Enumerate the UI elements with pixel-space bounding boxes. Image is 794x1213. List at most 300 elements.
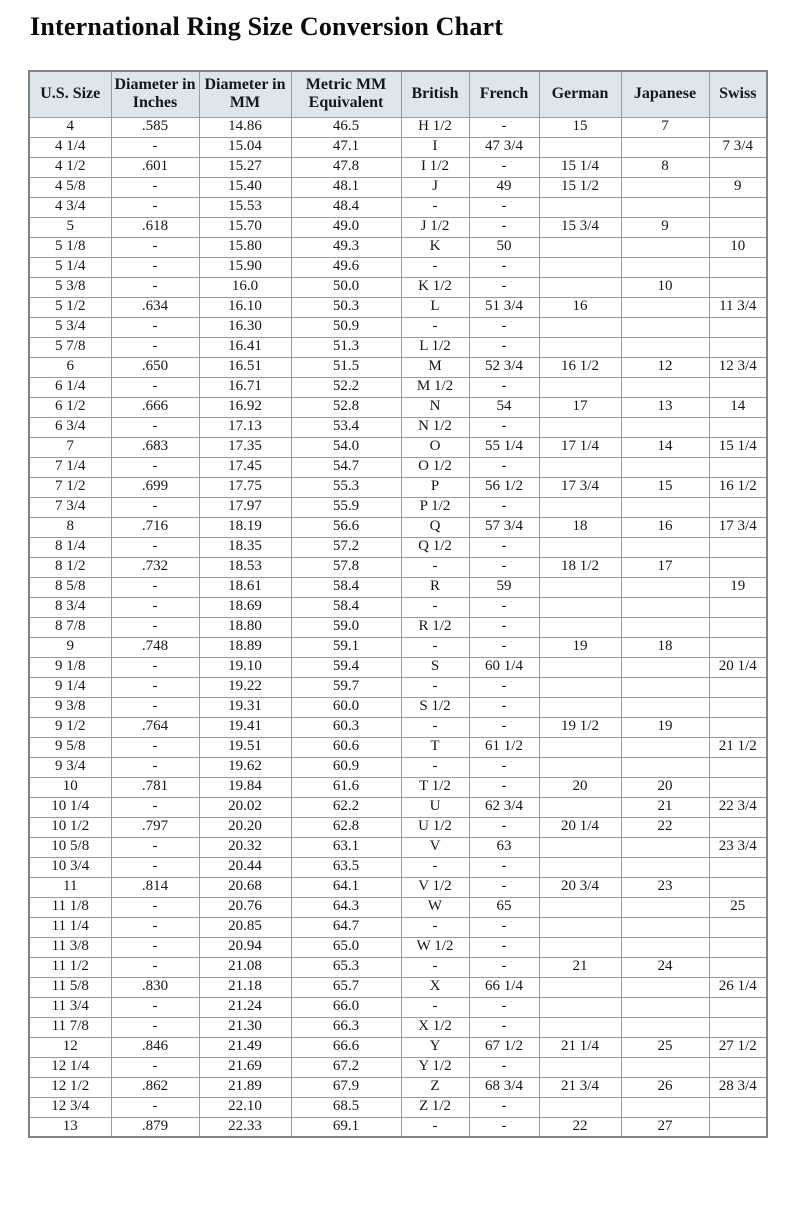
table-cell — [621, 417, 709, 437]
table-cell: 19 — [539, 637, 621, 657]
table-cell: 20.76 — [199, 897, 291, 917]
table-cell: 60.0 — [291, 697, 401, 717]
column-header: British — [401, 71, 469, 117]
table-cell — [709, 1057, 767, 1077]
table-cell: 59.4 — [291, 657, 401, 677]
table-cell: V — [401, 837, 469, 857]
table-cell: 16.41 — [199, 337, 291, 357]
table-cell: 11 5/8 — [29, 977, 111, 997]
table-cell: 22 — [539, 1117, 621, 1137]
table-cell: - — [469, 697, 539, 717]
table-cell — [621, 597, 709, 617]
table-cell — [709, 637, 767, 657]
table-cell — [621, 377, 709, 397]
table-cell: 12 3/4 — [29, 1097, 111, 1117]
table-cell — [539, 417, 621, 437]
table-cell: S — [401, 657, 469, 677]
table-cell: W — [401, 897, 469, 917]
table-cell — [539, 377, 621, 397]
table-row — [29, 1017, 767, 1037]
table-cell: 20.85 — [199, 917, 291, 937]
table-cell: 63 — [469, 837, 539, 857]
table-cell: 16.71 — [199, 377, 291, 397]
table-row — [29, 837, 767, 857]
table-cell: .634 — [111, 297, 199, 317]
table-cell: 20 1/4 — [539, 817, 621, 837]
table-cell: 23 3/4 — [709, 837, 767, 857]
table-cell: 8 — [621, 157, 709, 177]
table-cell: 16 1/2 — [709, 477, 767, 497]
ring-size-conversion-table — [28, 70, 768, 1138]
table-row — [29, 297, 767, 317]
column-header: Diameter in MM — [199, 71, 291, 117]
table-cell — [539, 597, 621, 617]
column-header: Japanese — [621, 71, 709, 117]
table-cell: 26 — [621, 1077, 709, 1097]
table-cell: - — [469, 917, 539, 937]
table-cell: H 1/2 — [401, 117, 469, 137]
table-cell: 18.89 — [199, 637, 291, 657]
table-cell: .764 — [111, 717, 199, 737]
table-cell — [621, 177, 709, 197]
table-cell: - — [111, 997, 199, 1017]
table-cell — [621, 977, 709, 997]
table-cell: 21.08 — [199, 957, 291, 977]
table-row — [29, 917, 767, 937]
table-cell: 14.86 — [199, 117, 291, 137]
table-cell: 12 3/4 — [709, 357, 767, 377]
table-cell: - — [111, 1017, 199, 1037]
table-row — [29, 177, 767, 197]
table-row — [29, 417, 767, 437]
table-body — [29, 117, 767, 1137]
table-cell — [621, 537, 709, 557]
table-cell: W 1/2 — [401, 937, 469, 957]
table-cell: - — [111, 497, 199, 517]
table-cell: 13 — [621, 397, 709, 417]
table-cell: 18 — [621, 637, 709, 657]
table-cell: 6 1/2 — [29, 397, 111, 417]
table-cell: 9 3/8 — [29, 697, 111, 717]
table-cell: 59.7 — [291, 677, 401, 697]
table-cell: - — [111, 677, 199, 697]
table-cell: - — [111, 957, 199, 977]
table-cell: - — [401, 257, 469, 277]
table-cell: 21.69 — [199, 1057, 291, 1077]
table-cell — [539, 977, 621, 997]
table-cell: 14 — [621, 437, 709, 457]
table-cell: 7 1/2 — [29, 477, 111, 497]
table-cell: 49 — [469, 177, 539, 197]
table-cell: 4 3/4 — [29, 197, 111, 217]
table-cell — [539, 997, 621, 1017]
table-cell: 5 1/4 — [29, 257, 111, 277]
table-cell: - — [469, 117, 539, 137]
table-row — [29, 277, 767, 297]
table-cell: - — [469, 457, 539, 477]
table-cell: - — [401, 317, 469, 337]
table-cell: - — [469, 377, 539, 397]
table-cell: N — [401, 397, 469, 417]
table-cell: .650 — [111, 357, 199, 377]
table-cell: - — [469, 157, 539, 177]
table-cell: 16.51 — [199, 357, 291, 377]
table-cell: 19 — [709, 577, 767, 597]
table-cell: 9 1/2 — [29, 717, 111, 737]
table-cell: 47.1 — [291, 137, 401, 157]
table-cell: 8 7/8 — [29, 617, 111, 637]
table-cell: 6 1/4 — [29, 377, 111, 397]
table-cell: .814 — [111, 877, 199, 897]
table-cell — [621, 317, 709, 337]
table-cell: - — [111, 377, 199, 397]
column-header: French — [469, 71, 539, 117]
table-cell: - — [469, 557, 539, 577]
table-cell: - — [469, 1117, 539, 1137]
table-cell: 20.20 — [199, 817, 291, 837]
table-cell: 17 3/4 — [709, 517, 767, 537]
table-cell — [621, 197, 709, 217]
table-cell: - — [111, 597, 199, 617]
table-cell: 18.69 — [199, 597, 291, 617]
table-cell: 17 — [621, 557, 709, 577]
table-cell: 50 — [469, 237, 539, 257]
table-cell: 67.9 — [291, 1077, 401, 1097]
table-cell: 65 — [469, 897, 539, 917]
table-cell: - — [469, 417, 539, 437]
table-cell — [621, 617, 709, 637]
table-cell: 11 7/8 — [29, 1017, 111, 1037]
table-cell: 27 — [621, 1117, 709, 1137]
table-cell — [621, 137, 709, 157]
table-cell: 64.3 — [291, 897, 401, 917]
table-cell — [621, 997, 709, 1017]
table-cell — [709, 197, 767, 217]
table-cell: 16.0 — [199, 277, 291, 297]
table-cell — [539, 677, 621, 697]
table-cell: 20.94 — [199, 937, 291, 957]
page-title: International Ring Size Conversion Chart — [30, 12, 504, 41]
table-row — [29, 237, 767, 257]
table-cell — [709, 1097, 767, 1117]
table-cell: - — [401, 1117, 469, 1137]
table-cell: - — [111, 537, 199, 557]
table-cell: - — [469, 957, 539, 977]
table-cell: - — [469, 877, 539, 897]
table-cell: - — [111, 897, 199, 917]
table-row — [29, 317, 767, 337]
table-cell: 60.6 — [291, 737, 401, 757]
table-cell: 21 1/2 — [709, 737, 767, 757]
table-cell: 20.68 — [199, 877, 291, 897]
table-cell: 60.3 — [291, 717, 401, 737]
table-cell: J — [401, 177, 469, 197]
table-cell: - — [111, 137, 199, 157]
table-cell: 8 1/2 — [29, 557, 111, 577]
table-cell: - — [401, 857, 469, 877]
table-cell: - — [469, 717, 539, 737]
table-cell: 26 1/4 — [709, 977, 767, 997]
table-cell: - — [111, 857, 199, 877]
table-cell: 18.61 — [199, 577, 291, 597]
table-cell: .846 — [111, 1037, 199, 1057]
table-cell: 51 3/4 — [469, 297, 539, 317]
table-cell — [621, 897, 709, 917]
table-cell — [539, 617, 621, 637]
table-cell: 17.13 — [199, 417, 291, 437]
table-row — [29, 457, 767, 477]
table-row — [29, 617, 767, 637]
table-cell: 18.35 — [199, 537, 291, 557]
table-cell: 7 — [29, 437, 111, 457]
table-cell: 19 1/2 — [539, 717, 621, 737]
table-cell: 11 3/4 — [709, 297, 767, 317]
table-cell: - — [111, 757, 199, 777]
table-cell: - — [401, 677, 469, 697]
table-cell: 5 3/4 — [29, 317, 111, 337]
table-cell: - — [111, 457, 199, 477]
table-cell: - — [401, 197, 469, 217]
table-cell: 8 1/4 — [29, 537, 111, 557]
table-cell: 12 1/2 — [29, 1077, 111, 1097]
table-cell: - — [111, 317, 199, 337]
table-cell: 55 1/4 — [469, 437, 539, 457]
table-cell: 59 — [469, 577, 539, 597]
table-cell: 16.30 — [199, 317, 291, 337]
table-cell — [621, 917, 709, 937]
table-cell — [709, 717, 767, 737]
table-cell: - — [111, 837, 199, 857]
table-row — [29, 737, 767, 757]
table-cell: N 1/2 — [401, 417, 469, 437]
table-row — [29, 1097, 767, 1117]
table-cell: 25 — [621, 1037, 709, 1057]
table-cell: - — [469, 857, 539, 877]
table-row — [29, 537, 767, 557]
table-cell — [621, 737, 709, 757]
table-row — [29, 977, 767, 997]
table-cell — [709, 877, 767, 897]
table-row — [29, 197, 767, 217]
table-cell: - — [469, 197, 539, 217]
table-cell: - — [469, 277, 539, 297]
table-cell: - — [111, 337, 199, 357]
table-cell: 15 1/2 — [539, 177, 621, 197]
table-cell: 7 3/4 — [709, 137, 767, 157]
table-cell: 9 — [621, 217, 709, 237]
table-cell: 11 3/4 — [29, 997, 111, 1017]
table-cell: 25 — [709, 897, 767, 917]
table-cell — [621, 457, 709, 477]
table-cell: 22.10 — [199, 1097, 291, 1117]
table-row — [29, 377, 767, 397]
table-cell: 12 — [29, 1037, 111, 1057]
table-cell: - — [111, 177, 199, 197]
table-cell: 21 3/4 — [539, 1077, 621, 1097]
table-cell: 49.0 — [291, 217, 401, 237]
table-cell: R — [401, 577, 469, 597]
table-cell: R 1/2 — [401, 617, 469, 637]
table-cell — [539, 457, 621, 477]
table-cell: .699 — [111, 477, 199, 497]
table-row — [29, 717, 767, 737]
table-cell: 15.04 — [199, 137, 291, 157]
table-cell: O — [401, 437, 469, 457]
table-cell: .862 — [111, 1077, 199, 1097]
table-cell: 57.8 — [291, 557, 401, 577]
table-cell: - — [401, 917, 469, 937]
table-cell: - — [111, 1097, 199, 1117]
table-cell — [709, 957, 767, 977]
table-cell: 15 — [539, 117, 621, 137]
table-cell — [709, 937, 767, 957]
table-cell: - — [401, 597, 469, 617]
table-cell — [709, 417, 767, 437]
table-cell: I 1/2 — [401, 157, 469, 177]
table-cell: 10 5/8 — [29, 837, 111, 857]
table-cell: - — [401, 557, 469, 577]
table-cell: 22 — [621, 817, 709, 837]
table-cell: I — [401, 137, 469, 157]
table-row — [29, 1057, 767, 1077]
table-row — [29, 397, 767, 417]
table-row — [29, 257, 767, 277]
table-cell: 15.40 — [199, 177, 291, 197]
table-cell: 19.84 — [199, 777, 291, 797]
table-cell: - — [469, 1057, 539, 1077]
table-cell: U — [401, 797, 469, 817]
table-cell: Y — [401, 1037, 469, 1057]
table-cell: 49.3 — [291, 237, 401, 257]
table-cell — [709, 1017, 767, 1037]
table-cell: 19.41 — [199, 717, 291, 737]
table-cell: 63.5 — [291, 857, 401, 877]
table-cell: 20 1/4 — [709, 657, 767, 677]
table-cell — [539, 257, 621, 277]
table-cell — [709, 557, 767, 577]
table-cell: V 1/2 — [401, 877, 469, 897]
table-cell: 5 1/2 — [29, 297, 111, 317]
table-cell: 11 — [29, 877, 111, 897]
table-cell: .716 — [111, 517, 199, 537]
table-row — [29, 637, 767, 657]
table-cell — [709, 457, 767, 477]
table-cell — [621, 497, 709, 517]
table-cell: .830 — [111, 977, 199, 997]
table-cell: 4 5/8 — [29, 177, 111, 197]
table-cell: 50.3 — [291, 297, 401, 317]
table-cell: 21.30 — [199, 1017, 291, 1037]
table-cell: P — [401, 477, 469, 497]
table-cell: - — [111, 417, 199, 437]
table-cell: 6 3/4 — [29, 417, 111, 437]
table-cell: 21 — [539, 957, 621, 977]
table-header — [29, 71, 767, 117]
table-row — [29, 817, 767, 837]
table-cell: 17.97 — [199, 497, 291, 517]
table-cell: 8 3/4 — [29, 597, 111, 617]
table-cell: 15.27 — [199, 157, 291, 177]
table-cell — [539, 937, 621, 957]
table-cell: 16 1/2 — [539, 357, 621, 377]
table-cell — [539, 577, 621, 597]
table-cell: 7 3/4 — [29, 497, 111, 517]
table-row — [29, 997, 767, 1017]
table-cell: .666 — [111, 397, 199, 417]
table-cell — [539, 757, 621, 777]
table-cell: 15 — [621, 477, 709, 497]
table-cell — [539, 337, 621, 357]
table-cell — [539, 737, 621, 757]
table-cell: 17 3/4 — [539, 477, 621, 497]
table-cell: 13 — [29, 1117, 111, 1137]
table-cell — [709, 117, 767, 137]
table-cell: - — [111, 197, 199, 217]
table-cell: 7 — [621, 117, 709, 137]
table-cell: 67 1/2 — [469, 1037, 539, 1057]
table-row — [29, 477, 767, 497]
table-cell: 68 3/4 — [469, 1077, 539, 1097]
table-cell: 54 — [469, 397, 539, 417]
table-cell: 6 — [29, 357, 111, 377]
table-cell: - — [401, 637, 469, 657]
table-cell: 21.18 — [199, 977, 291, 997]
table-cell: - — [111, 237, 199, 257]
table-cell — [709, 537, 767, 557]
table-cell — [709, 377, 767, 397]
table-cell: 60 1/4 — [469, 657, 539, 677]
table-cell: 11 1/2 — [29, 957, 111, 977]
table-cell: 51.5 — [291, 357, 401, 377]
table-cell: 58.4 — [291, 577, 401, 597]
table-cell: 15.53 — [199, 197, 291, 217]
table-cell: P 1/2 — [401, 497, 469, 517]
table-cell: .601 — [111, 157, 199, 177]
table-cell: - — [469, 997, 539, 1017]
table-cell: 9 — [709, 177, 767, 197]
table-cell: - — [469, 757, 539, 777]
table-cell: 5 3/8 — [29, 277, 111, 297]
table-cell: X 1/2 — [401, 1017, 469, 1037]
table-cell: 47 3/4 — [469, 137, 539, 157]
table-cell: U 1/2 — [401, 817, 469, 837]
table-row — [29, 697, 767, 717]
table-cell: 15 3/4 — [539, 217, 621, 237]
table-cell: 49.6 — [291, 257, 401, 277]
table-cell: 22.33 — [199, 1117, 291, 1137]
table-cell: 9 — [29, 637, 111, 657]
table-row — [29, 957, 767, 977]
table-cell: 17.45 — [199, 457, 291, 477]
table-cell — [539, 137, 621, 157]
table-cell: 69.1 — [291, 1117, 401, 1137]
table-cell: - — [469, 337, 539, 357]
table-cell: .683 — [111, 437, 199, 457]
table-cell — [621, 657, 709, 677]
table-cell: 67.2 — [291, 1057, 401, 1077]
table-cell: 65.0 — [291, 937, 401, 957]
table-cell: L 1/2 — [401, 337, 469, 357]
table-cell: 9 3/4 — [29, 757, 111, 777]
table-cell: M 1/2 — [401, 377, 469, 397]
table-cell: T 1/2 — [401, 777, 469, 797]
table-cell: 59.0 — [291, 617, 401, 637]
table-cell: 16 — [539, 297, 621, 317]
table-cell: Y 1/2 — [401, 1057, 469, 1077]
table-cell: - — [469, 777, 539, 797]
table-cell: 4 — [29, 117, 111, 137]
table-cell: 52 3/4 — [469, 357, 539, 377]
